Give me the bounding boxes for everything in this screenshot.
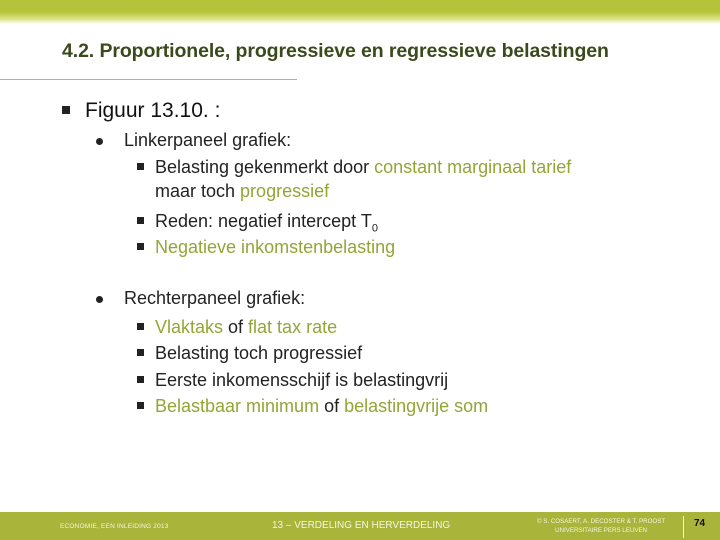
- right-bullet-4-highlight-a: Belastbaar minimum: [155, 396, 320, 416]
- left-bullet-1-cont-text: maar toch: [155, 181, 241, 201]
- left-bullet-1-text: Belasting gekenmerkt door: [155, 157, 375, 177]
- top-decorative-band: [0, 0, 720, 24]
- right-bullet-2-text: Belasting toch progressief: [155, 343, 363, 363]
- round-bullet-icon: [96, 138, 103, 145]
- square-bullet-icon: [137, 323, 144, 330]
- square-bullet-icon: [62, 106, 70, 114]
- right-panel-heading: Rechterpaneel grafiek:: [124, 288, 306, 308]
- bullet-figure: [62, 99, 220, 123]
- right-bullet-3-text: Eerste inkomensschijf is belastingvrij: [155, 370, 449, 390]
- right-bullet-4-connector: of: [319, 396, 345, 416]
- right-bullet-1-highlight-b: flat tax rate: [248, 317, 338, 337]
- footer-copyright-publisher: UNIVERSITAIRE PERS LEUVEN: [555, 527, 648, 534]
- footer-book-title: ECONOMIE, EEN INLEIDING 2013: [60, 523, 169, 530]
- page-number: 74: [694, 518, 706, 529]
- square-bullet-icon: [137, 217, 144, 224]
- footer-separator: [683, 516, 684, 538]
- right-bullet-1: [137, 316, 337, 338]
- right-bullet-4-highlight-b: belastingvrije som: [344, 396, 489, 416]
- left-bullet-1-continuation: [155, 181, 329, 202]
- right-bullet-3: [137, 369, 448, 391]
- square-bullet-icon: [137, 402, 144, 409]
- right-bullet-2: [137, 342, 362, 364]
- square-bullet-icon: [137, 376, 144, 383]
- left-bullet-3: [137, 236, 395, 258]
- square-bullet-icon: [137, 349, 144, 356]
- right-bullet-1-highlight-a: Vlaktaks: [155, 317, 224, 337]
- right-bullet-4: [137, 395, 488, 417]
- footer-chapter: 13 – VERDELING EN HERVERDELING: [272, 520, 451, 531]
- left-bullet-3-highlight: Negatieve inkomstenbelasting: [155, 237, 396, 257]
- square-bullet-icon: [137, 243, 144, 250]
- footer-bar: [0, 512, 720, 540]
- left-bullet-1-highlight: constant marginaal tarief: [374, 157, 572, 177]
- title-underline: [0, 79, 297, 80]
- footer-copyright-authors: © S. COSAERT, A. DECOSTER & T. PROOST: [537, 518, 666, 525]
- left-bullet-2-subscript: 0: [371, 222, 378, 235]
- footer-copyright: [537, 517, 665, 535]
- round-bullet-icon: [96, 296, 103, 303]
- left-bullet-1: [137, 156, 571, 178]
- left-bullet-2-text: Reden: negatief intercept T: [155, 211, 372, 231]
- left-bullet-1-cont-highlight: progressief: [240, 181, 330, 201]
- figure-label: Figuur 13.10. :: [85, 99, 221, 122]
- right-bullet-1-connector: of: [223, 317, 249, 337]
- square-bullet-icon: [137, 163, 144, 170]
- left-panel-heading: Linkerpaneel grafiek:: [124, 130, 292, 150]
- slide-title: 4.2. Proportionele, progressieve en regressieve belastingen: [62, 40, 609, 62]
